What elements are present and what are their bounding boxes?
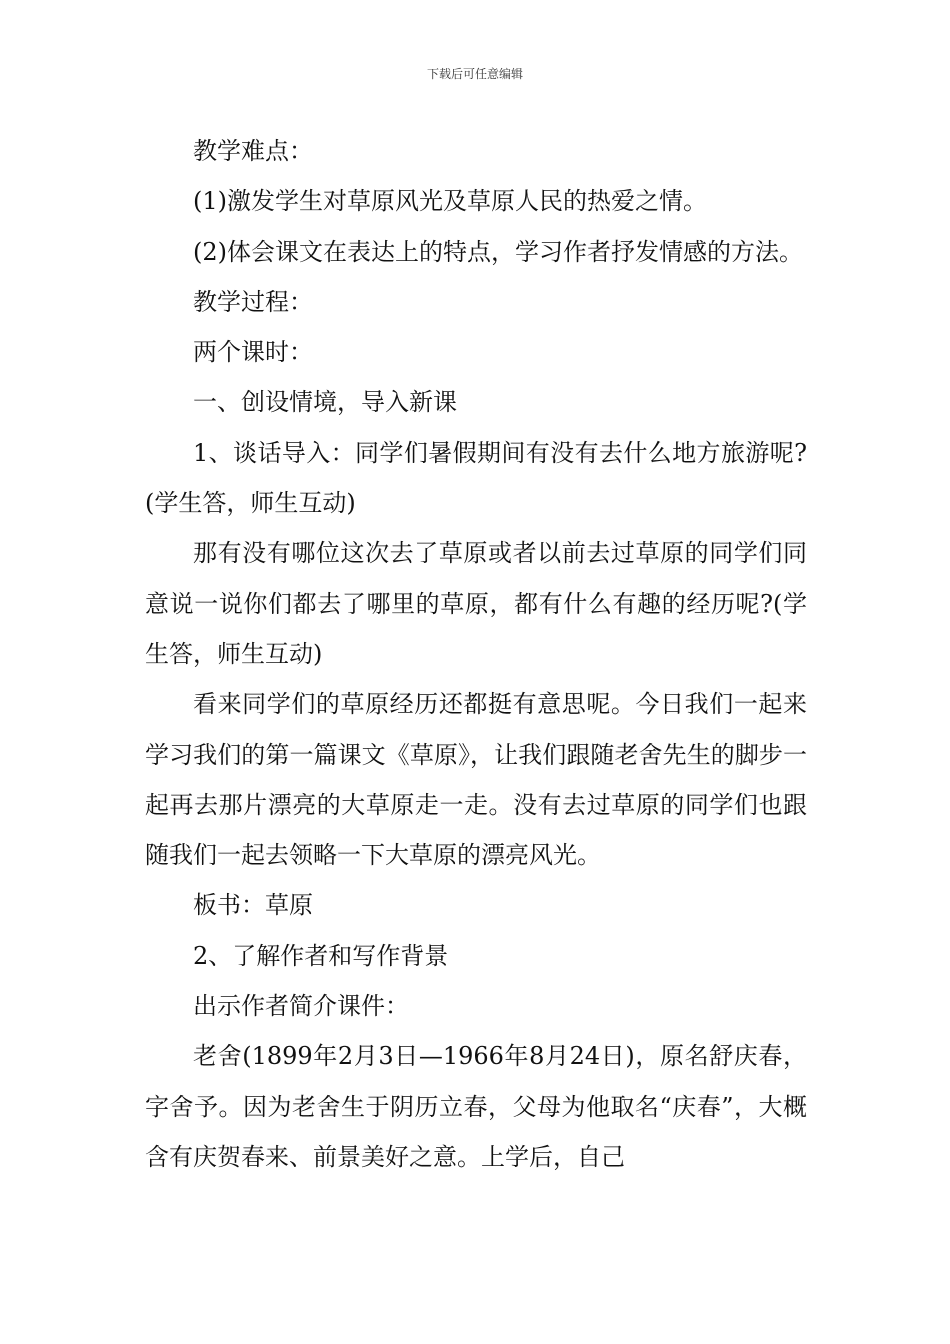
document-body [145, 126, 807, 1182]
paragraph-grassland-experience: 那有没有哪位这次去了草原或者以前去过草原的同学们同意说一说你们都去了哪里的草原，都有什么有趣的经历呢?(学生答，师生互动) [145, 539, 807, 668]
paragraph-author-bio: 老舍(1899年2月3日—1966年8月24日)，原名舒庆春，字舍予。因为老舍生于阴历立春，父母为他取名“庆春”，大概含有庆贺春来、前景美好之意。上学后，自己 [145, 1042, 807, 1171]
paragraph-show-author-intro: 出示作者简介课件： [193, 992, 409, 1021]
paragraph-blackboard: 板书：草原 [193, 891, 313, 920]
page-header-note: 下载后可任意编辑 [426, 67, 523, 81]
paragraph-teaching-difficulties-heading: 教学难点： [193, 137, 313, 165]
paragraph-difficulty-1: (1)激发学生对草原风光及草原人民的热爱之情。 [193, 187, 707, 216]
paragraph-teaching-process-heading: 教学过程： [193, 287, 313, 316]
paragraph-difficulty-2: (2)体会课文在表达上的特点，学习作者抒发情感的方法。 [193, 237, 803, 266]
paragraph-two-lessons: 两个课时： [193, 338, 313, 367]
paragraph-author-background-heading: 2、了解作者和写作背景 [193, 941, 449, 970]
paragraph-lesson-intro: 看来同学们的草原经历还都挺有意思呢。今日我们一起来学习我们的第一篇课文《草原》，让我们跟随老舍先生的脚步一起再去那片漂亮的大草原走一走。没有去过草原的同学们也跟随我们一起去领略一下大草原的漂亮风光。 [145, 690, 807, 870]
paragraph-talk-intro: 1、谈话导入：同学们暑假期间有没有去什么地方旅游呢?(学生答，师生互动) [145, 438, 807, 518]
paragraph-section-one-heading: 一、创设情境，导入新课 [193, 388, 457, 417]
